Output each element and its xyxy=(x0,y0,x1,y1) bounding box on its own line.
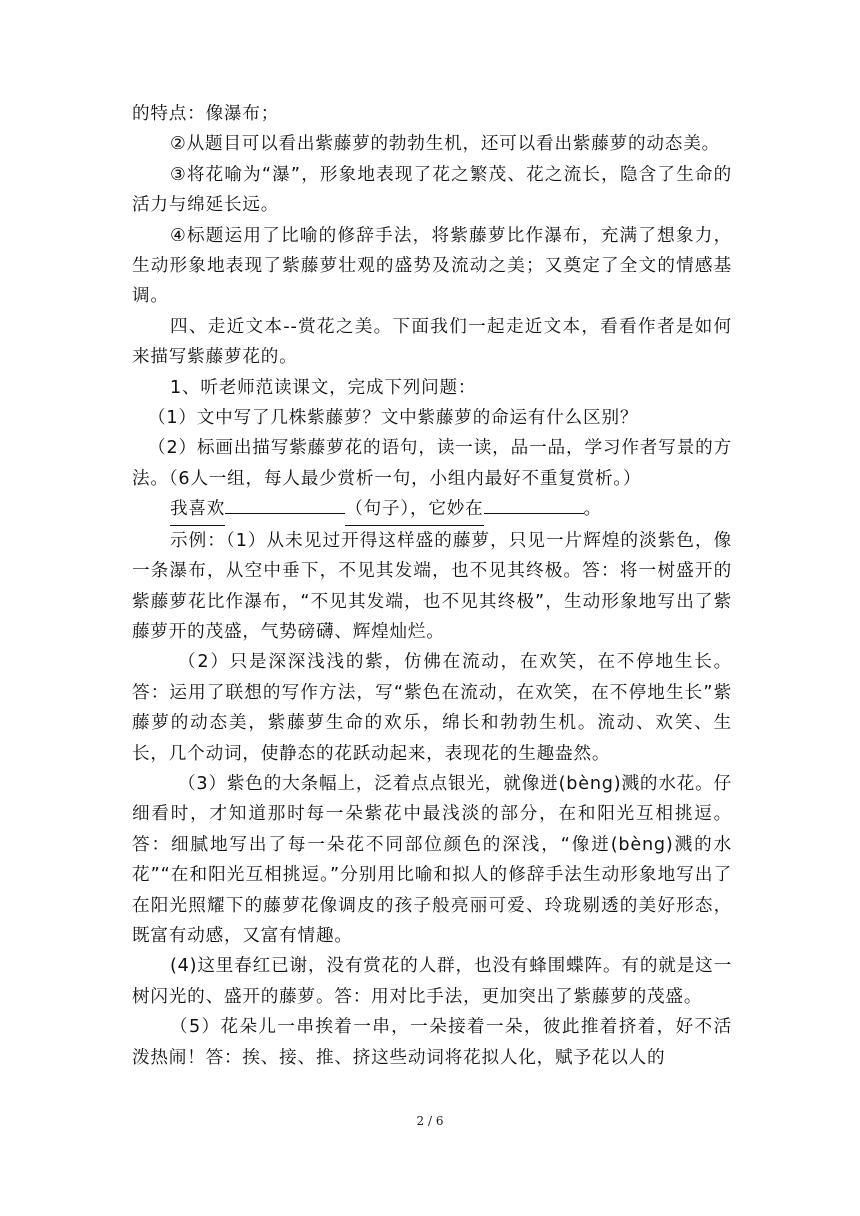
blank-sentence xyxy=(225,513,345,514)
example-4: (4)这里春红已谢，没有赏花的人群，也没有蜂围蝶阵。有的就是这一树闪光的、盛开的藤萝。答：用对比手法，更加突出了紫藤萝的茂盛。 xyxy=(132,956,732,1007)
document-body xyxy=(132,99,732,1073)
page-number: 2 / 6 xyxy=(416,1114,444,1128)
blank-reason xyxy=(484,513,584,514)
paragraph: 1、听老师范读课文，完成下列问题： xyxy=(170,377,477,398)
fill-label-sentence: （句子），它妙在 xyxy=(345,494,483,525)
paragraph: ④标题运用了比喻的修辞手法，将紫藤萝比作瀑布，充满了想象力，生动形象地表现了紫藤萝壮观的盛势及流动之美；又奠定了全文的情感基调。 xyxy=(132,225,732,307)
paragraph: ③将花喻为“瀑”，形象地表现了花之繁茂、花之流长，隐含了生命的活力与绵延长远。 xyxy=(132,164,732,216)
example-5: （5）花朵儿一串挨着一串，一朵接着一朵，彼此推着挤着，好不活泼热闹！答：挨、接、推、挤这些动词将花拟人化，赋予花以人的 xyxy=(132,1017,732,1068)
fill-label-like: 我喜欢 xyxy=(170,494,225,525)
fill-in-sentence xyxy=(132,494,732,525)
question-1: （1）文中写了几株紫藤萝？文中紫藤萝的命运有什么区别？ xyxy=(148,408,639,429)
paragraph: 的特点：像瀑布； xyxy=(132,104,280,124)
example-1: 示例：（1）从未见过开得这样盛的藤萝，只见一片辉煌的淡紫色，像一条瀑布，从空中垂下，不见其发端，也不见其终极。答：将一树盛开的紫藤萝花比作瀑布，“不见其发端，也不见其终极”，生动形象地写出了紫藤萝开的茂盛，气势磅礴、辉煌灿烂。 xyxy=(132,530,732,642)
example-3: （3）紫色的大条幅上，泛着点点银光，就像迸(bèng)溅的水花。仔细看时，才知道那时每一朵紫花中最浅淡的部分，在和阳光互相挑逗。答：细腻地写出了每一朵花不同部位颜色的深浅，“像迸(bèng)溅的水花”“在和阳光互相挑逗。”分别用比喻和拟人的修辞手法生动形象地写出了在阳光照耀下的藤萝花像调皮的孩子般亮丽可爱、玲珑剔透的美好形态，既富有动感，又富有情趣。 xyxy=(132,773,732,946)
fill-label-period: 。 xyxy=(583,499,602,520)
question-2: （2）标画出描写紫藤萝花的语句，读一读，品一品，学习作者写景的方法。（6人一组，每人最少赏析一句，小组内最好不重复赏析。） xyxy=(132,438,732,489)
paragraph: 四、走近文本--赏花之美。下面我们一起走近文本，看看作者是如何来描写紫藤萝花的。 xyxy=(132,316,732,368)
example-2: （2）只是深深浅浅的紫，仿佛在流动，在欢笑，在不停地生长。答：运用了联想的写作方法，写“紫色在流动，在欢笑，在不停地生长”紫藤萝的动态美，紫藤萝生命的欢乐，绵长和勃勃生机。流动、欢笑、生长，几个动词，使静态的花跃动起来，表现花的生趣盎然。 xyxy=(132,652,732,764)
paragraph: ②从题目可以看出紫藤萝的勃勃生机，还可以看出紫藤萝的动态美。 xyxy=(170,134,720,155)
